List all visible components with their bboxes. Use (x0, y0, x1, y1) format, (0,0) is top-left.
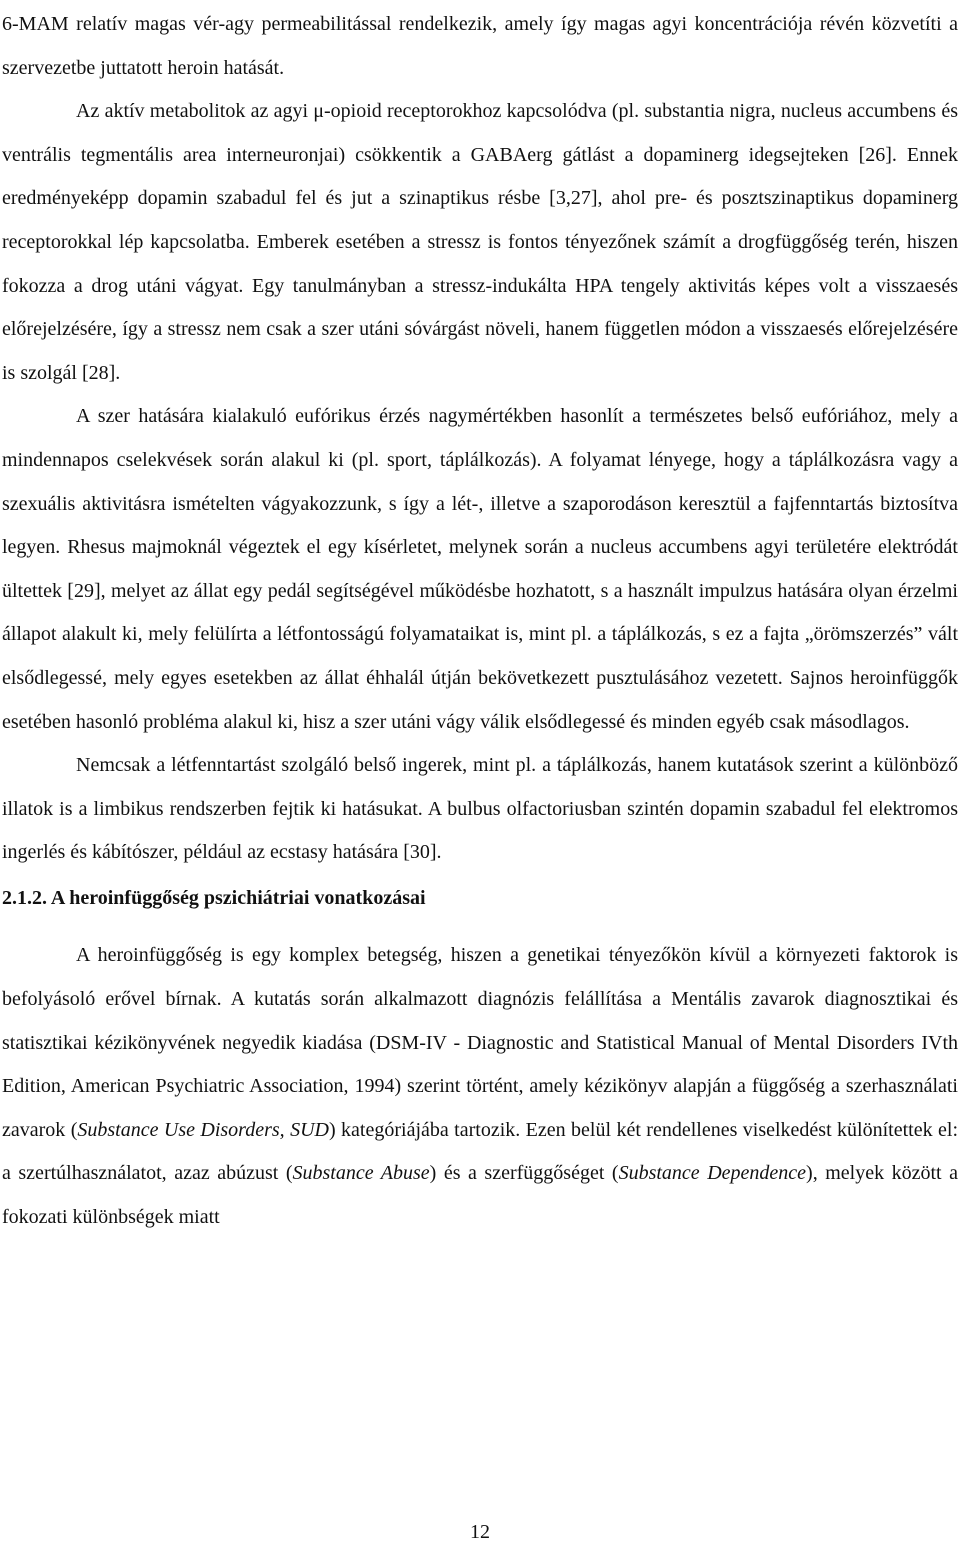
paragraph-continuation: 6-MAM relatív magas vér-agy permeabilitással rendelkezik, amely így magas agyi koncentrációja révén közvetíti a szervezetbe juttatott heroin hatását. (2, 13, 958, 79)
page-number: 12 (470, 1521, 490, 1543)
text-segment: A heroinfüggőség is egy komplex betegség, hiszen a genetikai tényezőkön kívül a környezeti faktorok is befolyásoló erővel bírnak. A kutatás során alkalmazott diagnózis felállítása a Mentális zavarok diagnosztikai és statisztikai kézikönyvének negyedik kiadása (DSM-IV - Diagnostic and Statistical Manual of Mental Disorders IVth Edition, American Psychiatric Association, 1994) szerint történt, amely kézikönyv alapján a függőség a szerhasználati zavarok ( (2, 944, 958, 1141)
text-segment: ), melyek között a fokozati különbségek miatt (2, 1162, 959, 1229)
paragraph-metabolites: Az aktív metabolitok az agyi μ-opioid receptorokhoz kapcsolódva (pl. substantia nigra, nucleus accumbens és ventrális tegmentális area interneuronjai) csökkentik a GABAerg gátlást a dopaminerg idegsejteken [26]. Ennek eredményeképp dopamin szabadul fel és jut a szinaptikus résbe [3,27], ahol pre- és posztszinaptikus dopaminerg receptorokkal lép kapcsolatba. Emberek esetében a stressz is fontos tényezőnek számít a drogfüggőség terén, hiszen fokozza a drog utáni vágyat. Egy tanulmányban a stressz-indukálta HPA tengely aktivitás képes volt a visszaesés előrejelzésére, így a stressz nem csak a szer utáni sóvárgást növeli, hanem független módon a visszaesés előrejelzésére is szolgál [28]. (2, 100, 958, 384)
section-heading: 2.1.2. A heroinfüggőség pszichiátriai vonatkozásai (2, 886, 426, 909)
italic-term: Substance Use Disorders, SUD (77, 1118, 329, 1141)
text-segment: ) és a szerfüggőséget ( (429, 1162, 619, 1185)
text-segment: ) kategóriájába tartozik. Ezen belül két rendellenes viselkedést különítettek el: a szertúlhasználatot, azaz abúzust ( (2, 1118, 959, 1185)
paragraph-euphoria: A szer hatására kialakuló eufórikus érzés nagymértékben hasonlít a természetes belső eufóriához, mely a mindennapos cselekvések során alakul ki (pl. sport, táplálkozás). A folyamat lényege, hogy a táplálkozásra vagy a szexuális aktivitásra ismételten vágyakozzunk, s így a lét-, illetve a szaporodáson keresztül a fajfenntartás biztosítva legyen. Rhesus majmoknál végeztek el egy kísérletet, melynek során a nucleus accumbens agyi területére elektródát ültettek [29], melyet az állat egy pedál segítségével működésbe hozhatott, s a használt impulzus hatására olyan érzelmi állapot alakult ki, mely felülírta a létfontosságú folyamataikat is, mint pl. a táplálkozás, s ez a fajta „örömszerzés” vált elsődlegessé, mely egyes esetekben az állat éhhalál útján bekövetkezett pusztulásához vezetett. Sajnos heroinfüggők esetében hasonló probléma alakul ki, hisz a szer utáni vágy válik elsődlegessé és minden egyéb csak másodlagos. (2, 405, 958, 733)
body-text (2, 0, 958, 1240)
italic-term: Substance Dependence (618, 1162, 807, 1185)
italic-term: Substance Abuse (292, 1162, 430, 1185)
paragraph-psychiatric (2, 934, 958, 1239)
paragraph-olfactory: Nemcsak a létfenntartást szolgáló belső ingerek, mint pl. a táplálkozás, hanem kutatások szerint a különböző illatok is a limbikus rendszerben fejtik ki hatásukat. A bulbus olfactoriusban szintén dopamin szabadul fel elektromos ingerlés és kábítószer, például az ecstasy hatására [30]. (2, 754, 958, 864)
